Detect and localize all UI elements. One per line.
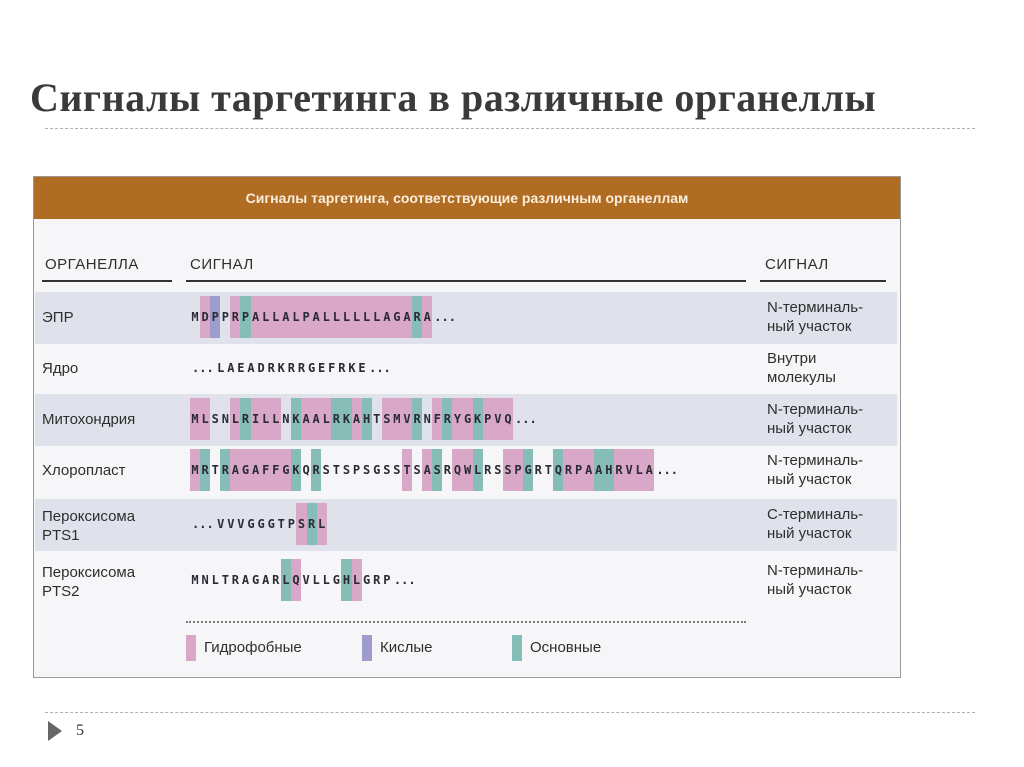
residue: G: [363, 573, 371, 587]
signal-sequence: [190, 559, 418, 601]
legend-label-hydrophobic: Гидрофобные: [204, 639, 302, 656]
residue: T: [277, 517, 285, 531]
residue: R: [614, 449, 624, 491]
residue: F: [271, 449, 281, 491]
residue: K: [277, 361, 285, 375]
residue: P: [221, 310, 229, 324]
residue: R: [442, 398, 452, 440]
residue: S: [432, 449, 442, 491]
signal-sequence: [190, 347, 393, 389]
residue: G: [257, 517, 265, 531]
organelle-name-line: Пероксисома: [42, 508, 136, 525]
residue: L: [473, 449, 483, 491]
sequence-suffix: ...: [369, 361, 391, 375]
organelle-name-line: Хлоропласт: [42, 462, 126, 479]
residue: L: [281, 559, 291, 601]
sequence-suffix: ...: [656, 463, 678, 477]
residue: A: [422, 296, 432, 338]
residue: Y: [452, 398, 462, 440]
residue: A: [311, 398, 321, 440]
signal-sequence: [190, 449, 680, 491]
figure-header: Сигналы таргетинга, соответствующие различным органеллам: [34, 177, 900, 219]
sequence-suffix: ...: [393, 573, 416, 587]
residue: F: [328, 361, 336, 375]
column-rule-location: [760, 280, 886, 282]
residue: A: [227, 361, 235, 375]
slide-title: Сигналы таргетинга в различные органеллы: [30, 75, 877, 120]
signal-location-line: ный участок: [767, 420, 852, 437]
residue: N: [221, 412, 229, 426]
residue: S: [363, 463, 371, 477]
residue: S: [413, 463, 421, 477]
residue: V: [217, 517, 225, 531]
residue: Q: [503, 398, 513, 440]
residue: A: [422, 449, 432, 491]
signal-location-line: N-терминаль-: [767, 452, 864, 469]
residue: A: [311, 296, 321, 338]
residue: L: [321, 296, 331, 338]
residue: T: [211, 463, 219, 477]
signal-location-line: молекулы: [767, 369, 836, 386]
residue: A: [352, 398, 362, 440]
residue: L: [341, 296, 351, 338]
residue: R: [267, 361, 275, 375]
signal-location: [767, 505, 863, 543]
sequence-prefix: ...: [192, 517, 214, 531]
residue: S: [382, 398, 392, 440]
residue: P: [240, 296, 250, 338]
residue: H: [604, 449, 614, 491]
residue: Q: [291, 559, 301, 601]
residue: K: [291, 449, 301, 491]
residue: H: [341, 559, 351, 601]
residue: N: [201, 573, 209, 587]
residue: G: [240, 449, 250, 491]
residue: E: [358, 361, 366, 375]
legend-swatch-acidic: [362, 635, 372, 661]
residue: P: [574, 449, 584, 491]
residue: A: [241, 573, 250, 587]
legend-swatch-basic: [512, 635, 522, 661]
residue: K: [348, 361, 356, 375]
sequence-suffix: ...: [434, 310, 456, 324]
residue: G: [373, 463, 381, 477]
residue: A: [402, 296, 412, 338]
residue: Q: [452, 449, 462, 491]
column-header-organelle: ОРГАНЕЛЛА: [45, 256, 139, 273]
residue: R: [200, 449, 210, 491]
residue: R: [272, 573, 280, 587]
residue: P: [483, 398, 493, 440]
residue: P: [210, 296, 220, 338]
residue: R: [534, 463, 542, 477]
residue: L: [271, 398, 281, 440]
organelle-name: [42, 359, 78, 378]
organelle-name: [42, 410, 135, 429]
residue: H: [362, 398, 372, 440]
residue: A: [382, 296, 392, 338]
residue: L: [211, 573, 219, 587]
residue: F: [261, 449, 271, 491]
residue: G: [307, 361, 316, 375]
residue: G: [523, 449, 533, 491]
residue: A: [251, 296, 261, 338]
residue: G: [463, 398, 473, 440]
signal-location-line: N-терминаль-: [767, 401, 864, 418]
signal-sequence: [190, 398, 539, 440]
signal-location: [767, 298, 863, 336]
residue: R: [230, 296, 240, 338]
residue: Q: [302, 463, 310, 477]
organelle-name-line: Митохондрия: [42, 411, 136, 428]
residue: R: [412, 296, 422, 338]
sequence-prefix: ...: [192, 361, 214, 375]
residue: R: [563, 449, 573, 491]
legend-swatch-hydrophobic: [186, 635, 196, 661]
signal-location-line: ный участок: [767, 471, 852, 488]
signal-location-line: Внутри: [767, 350, 817, 367]
bullet-arrow-icon: [48, 721, 62, 741]
residue: T: [221, 573, 229, 587]
organelle-name-line: PTS2: [42, 583, 80, 600]
residue: L: [352, 296, 362, 338]
residue: P: [352, 463, 361, 477]
residue: R: [297, 361, 306, 375]
residue: V: [402, 398, 412, 440]
residue: L: [291, 296, 301, 338]
signal-location-line: ный участок: [767, 525, 852, 542]
residue: S: [393, 463, 401, 477]
residue: L: [217, 361, 225, 375]
column-header-location: СИГНАЛ: [765, 256, 829, 273]
legend-label-basic: Основные: [530, 639, 602, 656]
residue: M: [191, 310, 199, 324]
residue: R: [484, 463, 492, 477]
signal-location: [767, 400, 863, 438]
footer-divider: [45, 712, 975, 713]
residue: L: [317, 503, 327, 545]
residue: L: [321, 398, 331, 440]
residue: R: [220, 449, 230, 491]
residue: L: [634, 449, 644, 491]
residue: M: [392, 398, 402, 440]
residue: V: [624, 449, 634, 491]
residue: A: [230, 449, 240, 491]
residue: L: [372, 296, 382, 338]
residue: G: [251, 573, 260, 587]
organelle-name-line: Пероксисома: [42, 564, 136, 581]
residue: V: [493, 398, 503, 440]
residue: S: [494, 463, 502, 477]
organelle-name: [42, 563, 135, 601]
residue: R: [331, 398, 341, 440]
residue: G: [247, 517, 255, 531]
residue: G: [332, 573, 340, 587]
residue: G: [267, 517, 275, 531]
residue: P: [301, 296, 311, 338]
residue: V: [302, 573, 310, 587]
residue: R: [240, 398, 250, 440]
residue: A: [247, 361, 255, 375]
signal-location: [767, 561, 863, 599]
organelle-name: [42, 461, 126, 480]
residue: P: [383, 573, 391, 587]
legend-label-acidic: Кислые: [380, 639, 433, 656]
residue: L: [200, 398, 210, 440]
residue: A: [251, 449, 261, 491]
residue: W: [463, 449, 473, 491]
residue: R: [287, 361, 295, 375]
signal-location: [767, 349, 836, 387]
residue: S: [342, 463, 351, 477]
residue: R: [373, 573, 381, 587]
column-rule-signal: [186, 280, 746, 282]
residue: R: [231, 573, 240, 587]
organelle-name: [42, 308, 74, 327]
residue: N: [423, 412, 431, 426]
residue: A: [281, 296, 291, 338]
residue: P: [513, 449, 523, 491]
residue: I: [251, 398, 261, 440]
residue: T: [544, 463, 552, 477]
residue: A: [594, 449, 604, 491]
residue: S: [503, 449, 513, 491]
column-rule-organelle: [42, 280, 172, 282]
residue: M: [190, 398, 200, 440]
residue: S: [296, 503, 306, 545]
residue: T: [373, 412, 381, 426]
residue: R: [443, 463, 451, 477]
residue: A: [584, 449, 594, 491]
title-divider: [45, 128, 975, 129]
signal-location-line: С-терминаль-: [767, 506, 864, 523]
residue: S: [211, 412, 219, 426]
residue: A: [644, 449, 654, 491]
sequence-suffix: ...: [515, 412, 537, 426]
residue: D: [257, 361, 265, 375]
residue: F: [432, 398, 442, 440]
residue: V: [237, 517, 245, 531]
residue: S: [383, 463, 391, 477]
residue: L: [322, 573, 330, 587]
residue: G: [392, 296, 402, 338]
residue: L: [230, 398, 240, 440]
residue: Q: [553, 449, 563, 491]
residue: R: [412, 398, 422, 440]
residue: L: [331, 296, 341, 338]
residue: M: [191, 573, 199, 587]
organelle-name-line: Ядро: [42, 360, 79, 377]
residue: R: [338, 361, 346, 375]
residue: L: [312, 573, 320, 587]
residue: L: [261, 296, 271, 338]
residue: L: [271, 296, 281, 338]
organelle-name-line: PTS1: [42, 527, 80, 544]
legend-separator: [186, 621, 746, 623]
residue: T: [402, 449, 412, 491]
residue: A: [301, 398, 311, 440]
page-number: 5: [76, 722, 84, 739]
residue: V: [227, 517, 235, 531]
residue: L: [362, 296, 372, 338]
residue: N: [282, 412, 290, 426]
organelle-name: [42, 507, 135, 545]
residue: K: [341, 398, 351, 440]
residue: K: [291, 398, 301, 440]
residue: S: [322, 463, 330, 477]
signal-location-line: ный участок: [767, 318, 852, 335]
residue: E: [237, 361, 245, 375]
signal-location-line: ный участок: [767, 581, 852, 598]
residue: T: [332, 463, 340, 477]
residue: R: [311, 449, 321, 491]
residue: K: [473, 398, 483, 440]
signal-sequence: [190, 296, 458, 338]
residue: L: [352, 559, 362, 601]
signal-sequence: [190, 503, 327, 545]
residue: G: [281, 449, 291, 491]
organelle-name-line: ЭПР: [42, 309, 74, 326]
residue: E: [318, 361, 326, 375]
residue: D: [200, 296, 210, 338]
residue: M: [190, 449, 200, 491]
residue: A: [262, 573, 270, 587]
column-header-signal: СИГНАЛ: [190, 256, 254, 273]
signal-location-line: N-терминаль-: [767, 562, 864, 579]
residue: L: [261, 398, 271, 440]
residue: P: [287, 517, 295, 531]
residue: R: [307, 503, 317, 545]
signal-location: [767, 451, 863, 489]
signal-location-line: N-терминаль-: [767, 299, 864, 316]
